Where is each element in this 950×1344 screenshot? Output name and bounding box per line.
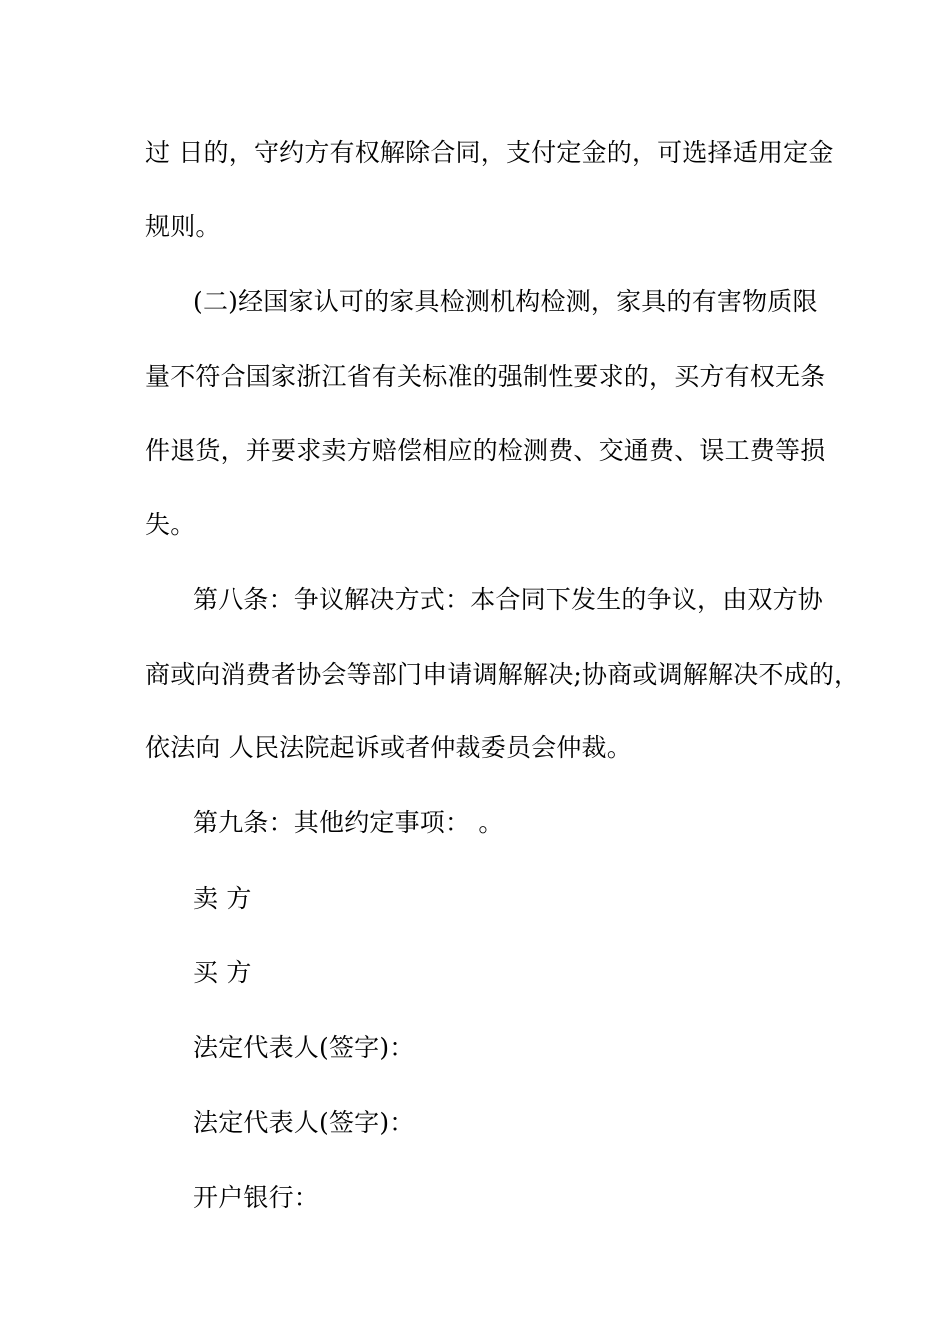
- bank-label: 开户银行：: [193, 1183, 320, 1212]
- seller-label: 卖 方: [193, 884, 252, 913]
- legal-representative-label-2: 法定代表人(签字)：: [193, 1108, 415, 1137]
- paragraph-2-line-4: 失。: [145, 510, 196, 539]
- paragraph-4-line-1: 第九条：其他约定事项： 。: [193, 808, 504, 837]
- paragraph-1-line-2: 规则。: [145, 212, 221, 241]
- buyer-label: 买 方: [193, 958, 252, 987]
- paragraph-2-line-1: (二)经国家认可的家具检测机构检测，家具的有害物质限: [193, 287, 818, 316]
- paragraph-3-line-1: 第八条：争议解决方式：本合同下发生的争议，由双方协: [193, 585, 824, 614]
- legal-representative-label-1: 法定代表人(签字)：: [193, 1033, 415, 1062]
- paragraph-2-line-2: 量不符合国家浙江省有关标准的强制性要求的，买方有权无条: [145, 362, 826, 391]
- paragraph-3-line-3: 依法向 人民法院起诉或者仲裁委员会仲裁。: [145, 733, 632, 762]
- paragraph-3-line-2: 商或向消费者协会等部门申请调解解决;协商或调解解决不成的，: [145, 660, 860, 689]
- paragraph-1-line-1: 过 日的，守约方有权解除合同，支付定金的，可选择适用定金: [145, 138, 834, 167]
- paragraph-2-line-3: 件退货，并要求卖方赔偿相应的检测费、交通费、误工费等损: [145, 436, 826, 465]
